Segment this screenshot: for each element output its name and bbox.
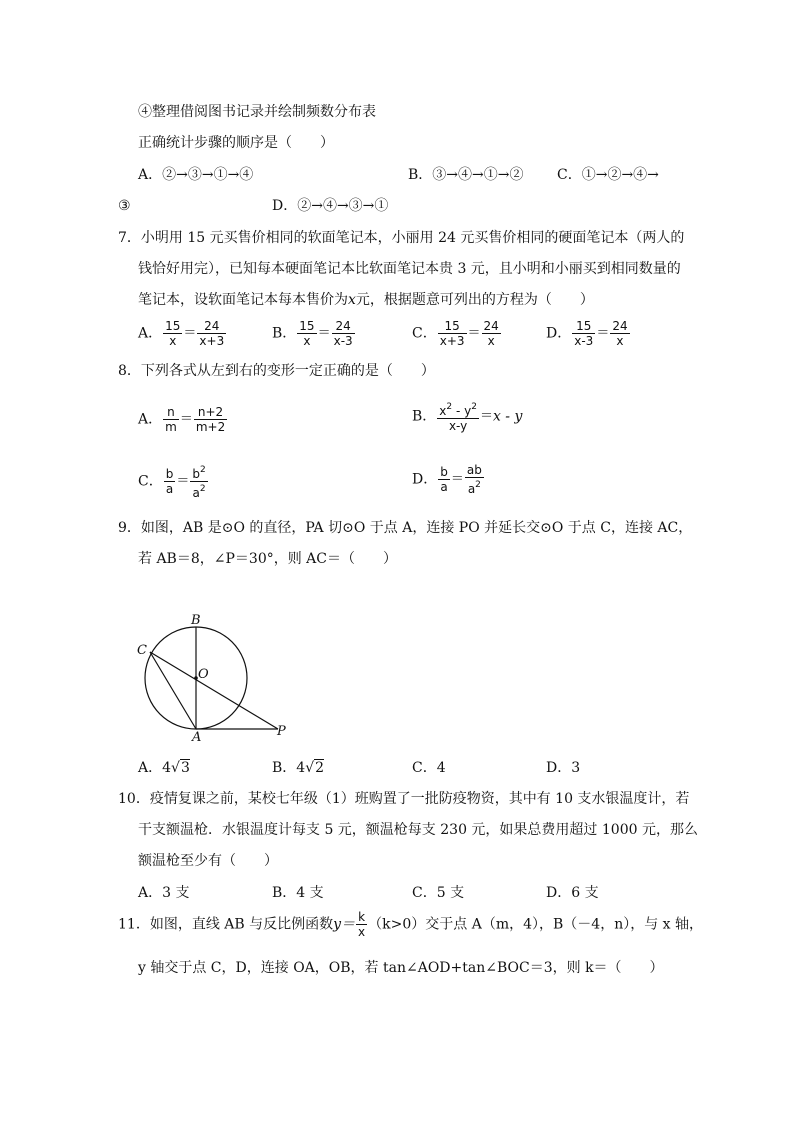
q8-option-c: C． $\frac{b}{a}$ ＝ $\frac{b^2}{a^2}$ <box>138 465 206 500</box>
q7-line3: 笔记本，设软面笔记本每本售价为x元，根据题意可列出的方程为（ ） <box>138 292 594 308</box>
q10-line2: 干支额温枪．水银温度计每支 5 元，额温枪每支 230 元，如果总费用超过 1000 元，那么 <box>138 822 698 838</box>
q7-option-a: A． $\frac{15}{x}$ ＝ $\frac{24}{x+3}$ <box>138 319 225 348</box>
q8-option-a: A． $\frac{n}{m}$ ＝ $\frac{n+2}{m+2}$ <box>138 405 226 434</box>
q8-option-d: D． $\frac{b}{a}$ ＝ $\frac{ab}{a^2}$ <box>412 463 482 496</box>
q7-line1: 7．小明用 15 元买售价相同的软面笔记本，小丽用 24 元买售价相同的硬面笔记本（两人的 <box>118 230 685 246</box>
q11-line2: y 轴交于点 C，D，连接 OA，OB，若 tan∠AOD+tan∠BOC＝3，则 k＝（ ） <box>138 960 664 976</box>
q7-option-c: C． $\frac{15}{x+3}$ ＝ $\frac{24}{x}$ <box>412 319 499 348</box>
q9-line2: 若 AB＝8，∠P＝30°，则 AC＝（ ） <box>138 551 397 567</box>
label-p: P <box>277 724 286 739</box>
label-c: C <box>137 643 147 658</box>
q6-option-c: C．①→②→④→ <box>557 167 659 183</box>
q6-option-b: B．③→④→①→② <box>408 167 524 183</box>
q11-line1: 11．如图，直线 AB 与反比例函数y＝ $\frac{k}{x}$ （k>0）交于点 A（m，4），B（－4，n），与 x 轴， <box>118 910 704 939</box>
q6-step4: ④整理借阅图书记录并绘制频数分布表 <box>138 104 376 120</box>
q8-option-b: B． $\frac{x^2 - y^2}{x-y}$ ＝x - y <box>412 402 523 433</box>
q9-option-c: C．4 <box>412 760 446 776</box>
q7-line2: 钱恰好用完），已知每本硬面笔记本比软面笔记本贵 3 元，且小明和小丽买到相同数量的 <box>138 261 681 277</box>
q10-option-a: A．3 支 <box>138 885 190 901</box>
q9-line1: 9．如图，AB 是⊙O 的直径，PA 切⊙O 于点 A，连接 PO 并延长交⊙O 于点 C，连接 AC， <box>118 520 693 536</box>
q8-stem: 8．下列各式从左到右的变形一定正确的是（ ） <box>118 363 435 379</box>
q10-line3: 额温枪至少有（ ） <box>138 853 278 869</box>
line-cp <box>150 652 278 729</box>
q6-question: 正确统计步骤的顺序是（ ） <box>138 135 334 151</box>
q7-option-d: D． $\frac{15}{x-3}$ ＝ $\frac{24}{x}$ <box>546 319 628 348</box>
label-b: B <box>191 613 201 628</box>
q9-geometry-figure <box>128 608 298 743</box>
q10-line1: 10．疫情复课之前，某校七年级（1）班购置了一批防疫物资，其中有 10 支水银温度计，若 <box>118 791 690 807</box>
q9-option-d: D．3 <box>546 760 581 776</box>
label-a: A <box>192 730 202 743</box>
q10-option-c: C．5 支 <box>412 885 465 901</box>
label-o: O <box>198 667 209 682</box>
q6-option-a: A．②→③→①→④ <box>138 167 254 183</box>
q6-option-c-wrap: ③ <box>118 198 131 214</box>
q7-option-b: B． $\frac{15}{x}$ ＝ $\frac{24}{x-3}$ <box>272 319 353 348</box>
q9-option-a: A．4√3 <box>138 760 190 776</box>
q10-option-b: B．4 支 <box>272 885 324 901</box>
q9-option-b: B．4√2 <box>272 760 325 776</box>
chord-ac <box>150 652 196 729</box>
q6-option-d: D．②→④→③→① <box>272 198 389 214</box>
q10-option-d: D．6 支 <box>546 885 599 901</box>
